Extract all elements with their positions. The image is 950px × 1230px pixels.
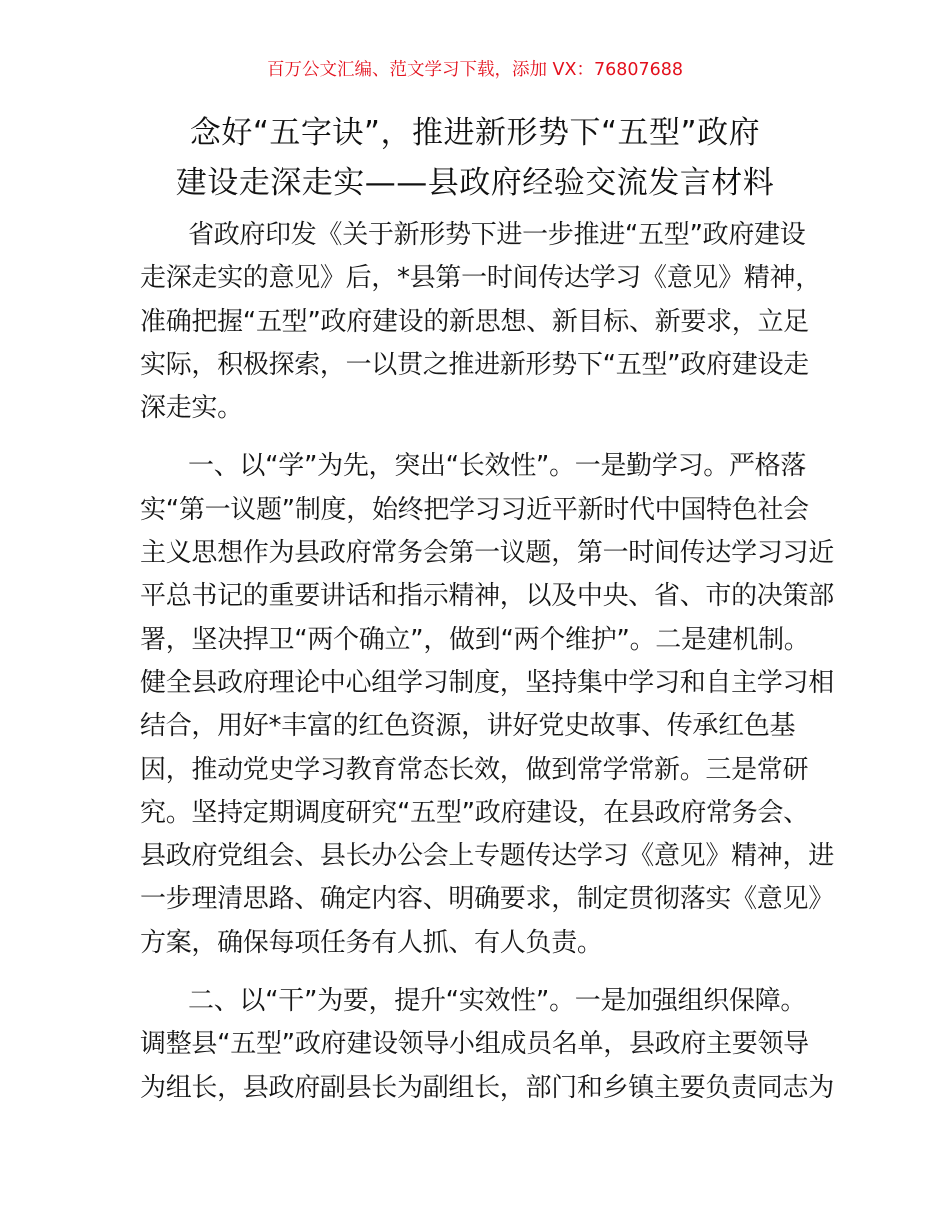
text-line: 一、以“学”为先，突出“长效性”。一是勤学习。严格落 — [188, 451, 807, 482]
page-title — [130, 108, 820, 208]
title-line-1: 念好“五字诀”，推进新形势下“五型”政府 — [189, 115, 761, 151]
text-line: 调整县“五型”政府建设领导小组成员名单，县政府主要领导 — [140, 1029, 809, 1060]
text-line: 平总书记的重要讲话和指示精神，以及中央、省、市的决策部 — [140, 581, 834, 612]
text-line: 实“第一议题”制度，始终把学习习近平新时代中国特色社会 — [140, 494, 809, 525]
paragraph-intro — [140, 214, 821, 430]
text-line: 方案，确保每项任务有人抓、有人负责。 — [140, 927, 603, 958]
text-line: 实际，积极探索，一以贯之推进新形势下“五型”政府建设走 — [140, 349, 809, 380]
text-line: 准确把握“五型”政府建设的新思想、新目标、新要求，立足 — [140, 306, 809, 337]
paragraph-section-1 — [140, 445, 834, 965]
text-line: 健全县政府理论中心组学习制度，坚持集中学习和自主学习相 — [140, 667, 834, 698]
paragraph-section-2 — [140, 980, 834, 1110]
text-line: 省政府印发《关于新形势下进一步推进“五型”政府建设 — [188, 220, 806, 250]
text-line: 二、以“干”为要，提升“实效性”。一是加强组织保障。 — [188, 986, 807, 1017]
document-body — [140, 214, 834, 1110]
text-line: 究。坚持定期调度研究“五型”政府建设，在县政府常务会、 — [140, 797, 809, 828]
text-line: 为组长，县政府副县长为副组长，部门和乡镇主要负责同志为 — [140, 1072, 834, 1103]
text-line: 走深走实的意见》后，*县第一时间传达学习《意见》精神， — [140, 263, 821, 294]
text-line: 深走实。 — [140, 393, 243, 424]
text-line: 一步理清思路、确定内容、明确要求，制定贯彻落实《意见》 — [140, 884, 834, 915]
title-line-2: 建设走深走实——县政府经验交流发言材料 — [175, 165, 775, 201]
text-line: 署，坚决捍卫“两个确立”，做到“两个维护”。二是建机制。 — [140, 624, 810, 655]
text-line: 县政府党组会、县长办公会上专题传达学习《意见》精神，进 — [140, 841, 834, 872]
text-line: 结合，用好*丰富的红色资源，讲好党史故事、传承红色基 — [140, 711, 796, 742]
text-line: 因，推动党史学习教育常态长效，做到常学常新。三是常研 — [140, 754, 809, 785]
paragraph-gap — [140, 965, 812, 980]
text-line: 主义思想作为县政府常务会第一议题，第一时间传达学习习近 — [140, 538, 834, 569]
paragraph-gap — [140, 430, 812, 445]
header-banner: 百万公文汇编、范文学习下载，添加 VX：76807688 — [266, 60, 684, 80]
